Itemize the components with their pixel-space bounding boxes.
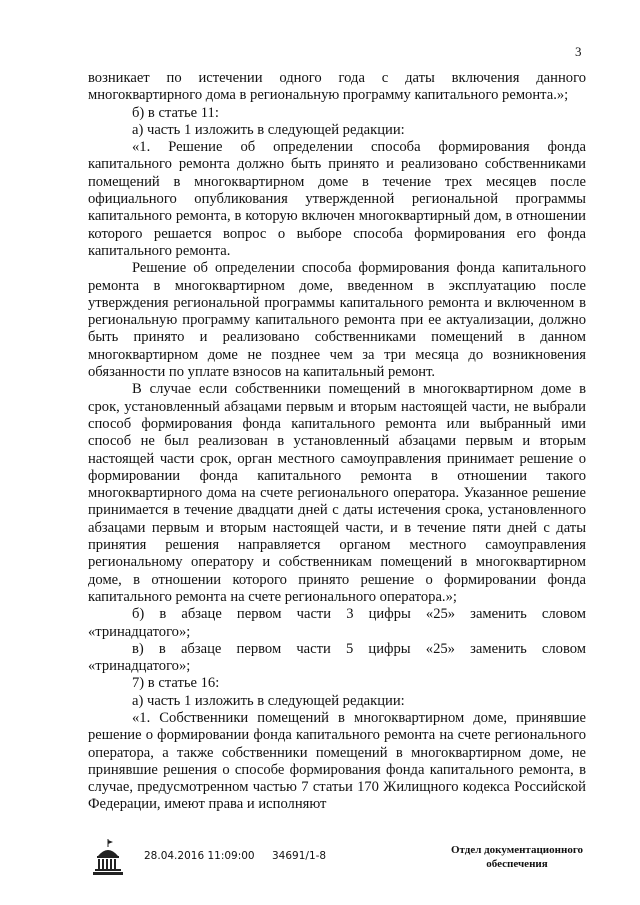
paragraph: Решение об определении способа формирования фонда капитального ремонта в многоквартирном доме, введенном в эксплуатацию после утверждения региональной программы капитального ремонта и включенном в региональную программу капитального ремонта при ее актуализации, должно быть принято и реализовано собственниками помещений в данном многоквартирном доме не позднее чем за три месяца до возникновения обязанности по уплате взносов на капитальный ремонт. [88,260,586,381]
paragraph: возникает по истечении одного года с даты включения данного многоквартирного дома в региональную программу капитального ремонта.»; [88,70,586,104]
page-footer [0,838,640,898]
paragraph: 7) в статье 16: [132,675,220,692]
paragraph: в) в абзаце первом части 5 цифры «25» заменить словом «тринадцатого»; [88,640,586,675]
paragraph: б) в статье 11: [132,104,219,121]
page-number: 3 [575,44,582,59]
footer-date: 28.04.2016 11:09:00 [144,850,255,862]
paragraph: а) часть 1 изложить в следующей редакции: [132,121,405,138]
paragraph: а) часть 1 изложить в следующей редакции: [132,692,405,709]
footer-department-line: Отдел документационного [450,844,584,856]
paragraph: «1. Решение об определении способа формирования фонда капитального ремонта должно быть принято и реализовано собственниками помещений в многоквартирном доме в течение трех месяцев после официального опубликования утвержденной региональной программы капитального ремонта, в которую включен многоквартирный дом, в отношении которого решается вопрос о выборе способа формирования его фонда капитального ремонта. [88,139,586,259]
paragraph: В случае если собственники помещений в многоквартирном доме в срок, установленный абзацами первым и вторым настоящей части, не выбрали способ формирования фонда капитального ремонта или выбранный ими способ не был реализован в установленный абзацами первым и вторым настоящей части срок, орган местного самоуправления принимает решение о формировании фонда капитального ремонта в отношении такого многоквартирного дома на счете регионального оператора. Указанное решение принимается в течение двадцати дней с даты истечения срока, установленного абзацами первым и вторым настоящей части, и в течение пяти дней с даты принятия решения направляется органом местного самоуправления региональному оператору и собственникам помещений в многоквартирном доме, в отношении которого принято решение о формировании фонда капитального ремонта на счете регионального оператора.»; [88,381,586,605]
document-body [88,70,586,814]
government-building-logo-icon [92,838,124,878]
paragraph: б) в абзаце первом части 3 цифры «25» заменить словом «тринадцатого»; [88,606,586,640]
footer-department-line: обеспечения [486,858,548,870]
footer-document-number: 34691/1-8 [272,850,327,862]
footer-department [436,843,598,871]
paragraph: «1. Собственники помещений в многоквартирном доме, принявшие решение о формировании фонда капитального ремонта на счете регионального оператора, а также собственники помещений в многоквартирном доме, не принявшие решения о способе формирования фонда капитального ремонта, в случае, предусмотренном частью 7 статьи 170 Жилищного кодекса Российской Федерации, имеют права и исполняют [88,709,586,813]
